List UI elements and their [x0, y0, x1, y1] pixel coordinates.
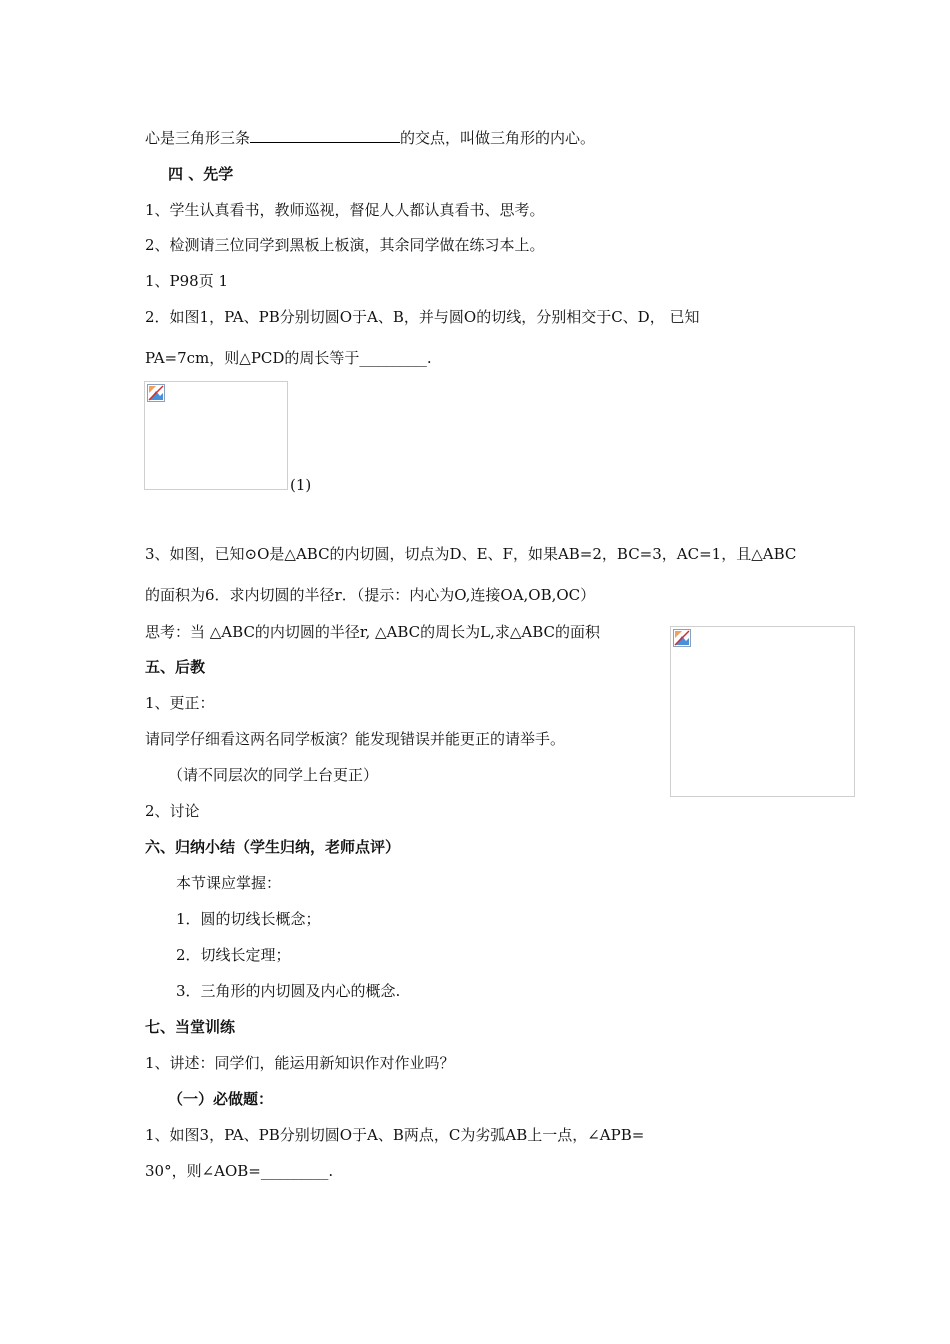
paragraph: 2、讨论: [145, 802, 200, 820]
question-2-cont: PA=7cm，则△PCD的周长等于_________.: [145, 349, 432, 367]
question-2: 2．如图1，PA、PB分别切圆O于A、B，并与圆O的切线，分别相交于C、D， 已知: [145, 308, 700, 326]
section-heading-4: 四 、先学: [168, 165, 234, 183]
paragraph: 1、P98页 1: [145, 272, 229, 290]
exercise-1: 1、如图3，PA、PB分别切圆O于A、B两点，C为劣弧AB上一点，∠APB=: [145, 1126, 645, 1144]
text-post: 的交点，叫做三角形的内心。: [400, 129, 596, 147]
paragraph: 请同学仔细看这两名同学板演？能发现错误并能更正的请举手。: [145, 730, 566, 748]
subheading: （一）必做题：: [168, 1090, 274, 1108]
paragraph: （请不同层次的同学上台更正）: [168, 766, 379, 784]
section-heading-7: 七、当堂训练: [145, 1018, 236, 1036]
figure-triangle-image: [670, 626, 855, 797]
paragraph: 1、学生认真看书，教师巡视，督促人人都认真看书、思考。: [145, 201, 545, 219]
broken-image-icon: [147, 384, 165, 402]
section-heading-6: 六、归纳小结（学生归纳，老师点评）: [145, 838, 401, 856]
figure-1-caption: (1): [290, 476, 312, 494]
line-incenter-def: [145, 128, 595, 148]
fill-blank: [250, 128, 400, 143]
paragraph: 2、检测请三位同学到黑板上板演，其余同学做在练习本上。: [145, 236, 545, 254]
figure-1-image: [144, 381, 288, 490]
list-item: 3．三角形的内切圆及内心的概念.: [176, 982, 401, 1000]
paragraph: 1、更正：: [145, 694, 215, 712]
question-3-cont: 的面积为6．求内切圆的半径r．（提示：内心为O,连接OA,OB,OC）: [145, 586, 596, 604]
list-item: 1．圆的切线长概念；: [176, 910, 321, 928]
paragraph: 本节课应掌握：: [176, 874, 282, 892]
exercise-1-cont: 30°，则∠AOB=_________.: [145, 1162, 334, 1180]
paragraph: 1、讲述：同学们，能运用新知识作对作业吗？: [145, 1054, 455, 1072]
text-pre: 心是三角形三条: [145, 129, 251, 147]
section-heading-5: 五、后教: [145, 658, 206, 676]
think-question: 思考：当 △ABC的内切圆的半径r, △ABC的周长为L,求△ABC的面积: [145, 623, 600, 641]
question-3: 3、如图，已知⊙O是△ABC的内切圆，切点为D、E、F，如果AB=2，BC=3，AC=1，且△ABC: [145, 545, 797, 563]
list-item: 2．切线长定理；: [176, 946, 291, 964]
broken-image-icon: [673, 629, 691, 647]
